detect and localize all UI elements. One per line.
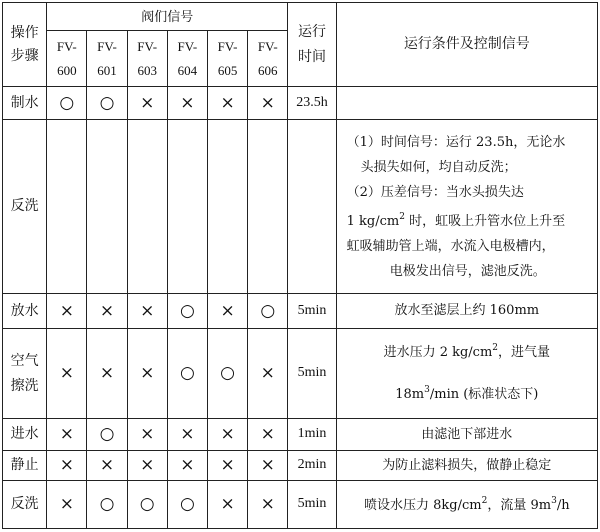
valve-state-cell: ○ bbox=[167, 294, 207, 329]
time-header-line1: 运行 bbox=[298, 23, 326, 40]
step-cell: 放水 bbox=[3, 294, 47, 329]
step-line1: 空气 bbox=[10, 352, 39, 369]
condition-line: $18m^3/\min$ (标准状态下) bbox=[395, 384, 539, 402]
valve-header-606: FV- 606 bbox=[248, 31, 288, 87]
step-cell: 静止 bbox=[3, 451, 47, 481]
valve-state-cell: × bbox=[127, 329, 167, 419]
time-cell bbox=[288, 120, 336, 294]
valve-state-cell: ○ bbox=[167, 329, 207, 419]
table-row bbox=[3, 329, 598, 419]
conditions-cell: 放水至滤层上约 160mm bbox=[336, 294, 597, 329]
conditions-cell bbox=[336, 120, 597, 294]
valve-state-cell: × bbox=[47, 451, 87, 481]
valve-state-cell: × bbox=[87, 294, 127, 329]
step-cell bbox=[3, 329, 47, 419]
valve-state-cell: × bbox=[207, 294, 247, 329]
valve-state-cell: × bbox=[127, 87, 167, 120]
valve-state-cell: × bbox=[47, 294, 87, 329]
valve-header-600: FV- 600 bbox=[47, 31, 87, 87]
time-cell: 2min bbox=[288, 451, 336, 481]
valve-state-cell: × bbox=[47, 329, 87, 419]
valve-state-cell: × bbox=[207, 451, 247, 481]
conditions-cell: 喷设水压力 $8kg/cm^2$，流量 $9m^3/h$ bbox=[336, 481, 597, 529]
conditions-cell: 由滤池下部进水 bbox=[336, 419, 597, 451]
step-line2: 擦洗 bbox=[10, 377, 39, 394]
table-row bbox=[3, 120, 598, 294]
valve-state-cell: × bbox=[87, 329, 127, 419]
valve-state-cell: ○ bbox=[167, 481, 207, 529]
step-cell: 制水 bbox=[3, 87, 47, 120]
valve-state-cell: × bbox=[127, 451, 167, 481]
conditions-cell bbox=[336, 329, 597, 419]
valve-state-cell: × bbox=[207, 87, 247, 120]
valve-state-cell: × bbox=[167, 419, 207, 451]
valve-state-cell: × bbox=[167, 87, 207, 120]
valve-state-cell: × bbox=[248, 451, 288, 481]
valve-header-601: FV- 601 bbox=[87, 31, 127, 87]
table-row bbox=[3, 451, 598, 481]
valve-state-cell bbox=[167, 120, 207, 294]
valve-state-cell: × bbox=[248, 329, 288, 419]
time-cell: 5min bbox=[288, 329, 336, 419]
valve-state-cell: ○ bbox=[87, 87, 127, 120]
valve-state-cell bbox=[207, 120, 247, 294]
header-row-1 bbox=[3, 3, 598, 31]
condition-line: 虹吸辅助管上端，水流入电极槽内， bbox=[346, 238, 555, 254]
valve-state-cell: ○ bbox=[207, 329, 247, 419]
conditions-cell: 为防止滤料损失，做静止稳定 bbox=[336, 451, 597, 481]
condition-line: 头损失如何，均自动反洗； bbox=[360, 159, 517, 175]
valve-state-cell: × bbox=[248, 419, 288, 451]
valve-header-605: FV- 605 bbox=[207, 31, 247, 87]
valve-state-cell: × bbox=[127, 419, 167, 451]
valve-state-cell: × bbox=[248, 87, 288, 120]
step-cell: 进水 bbox=[3, 419, 47, 451]
valve-state-cell: ○ bbox=[87, 419, 127, 451]
valve-state-cell: × bbox=[127, 294, 167, 329]
step-header-line1: 操作 bbox=[10, 24, 39, 41]
table-row bbox=[3, 87, 598, 120]
valve-operation-table-wrapper bbox=[2, 2, 598, 530]
condition-line: （1）时间信号：运行 23.5h，无论水 bbox=[346, 134, 566, 150]
condition-line: （2）压差信号：当水头损失达 bbox=[346, 184, 524, 200]
valve-state-cell: × bbox=[167, 451, 207, 481]
valve-state-cell: ○ bbox=[87, 481, 127, 529]
conditions-cell bbox=[336, 87, 597, 120]
time-cell: 23.5h bbox=[288, 87, 336, 120]
valve-state-cell bbox=[248, 120, 288, 294]
table-row bbox=[3, 481, 598, 529]
valve-state-cell: × bbox=[207, 419, 247, 451]
valve-header-604: FV- 604 bbox=[167, 31, 207, 87]
valve-state-cell: ○ bbox=[127, 481, 167, 529]
time-cell: 5min bbox=[288, 481, 336, 529]
valves-group-header: 阀们信号 bbox=[47, 3, 288, 31]
time-cell: 5min bbox=[288, 294, 336, 329]
valve-state-cell: × bbox=[47, 481, 87, 529]
step-cell: 反洗 bbox=[3, 481, 47, 529]
condition-line: 电极发出信号，滤池反洗。 bbox=[389, 263, 546, 279]
valve-state-cell bbox=[47, 120, 87, 294]
condition-line-pressure: 1 $kg/cm^2$ 时，虹吸上升管水位上升至 bbox=[346, 211, 566, 229]
valve-operation-table bbox=[2, 2, 598, 529]
step-column-header bbox=[3, 3, 47, 87]
time-column-header bbox=[288, 3, 336, 87]
valve-state-cell: × bbox=[47, 419, 87, 451]
valve-state-cell: × bbox=[248, 481, 288, 529]
valve-header-603: FV- 603 bbox=[127, 31, 167, 87]
table-row bbox=[3, 419, 598, 451]
table-row bbox=[3, 294, 598, 329]
step-cell: 反洗 bbox=[3, 120, 47, 294]
valve-state-cell: × bbox=[87, 451, 127, 481]
time-header-line2: 时间 bbox=[298, 48, 326, 65]
condition-line: 进水压力 2 $kg/cm^2$，进气量 bbox=[383, 343, 551, 361]
valve-state-cell: ○ bbox=[248, 294, 288, 329]
valve-state-cell: × bbox=[207, 481, 247, 529]
valve-state-cell bbox=[87, 120, 127, 294]
conditions-column-header: 运行条件及控制信号 bbox=[336, 3, 597, 87]
time-cell: 1min bbox=[288, 419, 336, 451]
valve-state-cell bbox=[127, 120, 167, 294]
step-header-line2: 步骤 bbox=[10, 47, 39, 64]
valve-state-cell: ○ bbox=[47, 87, 87, 120]
